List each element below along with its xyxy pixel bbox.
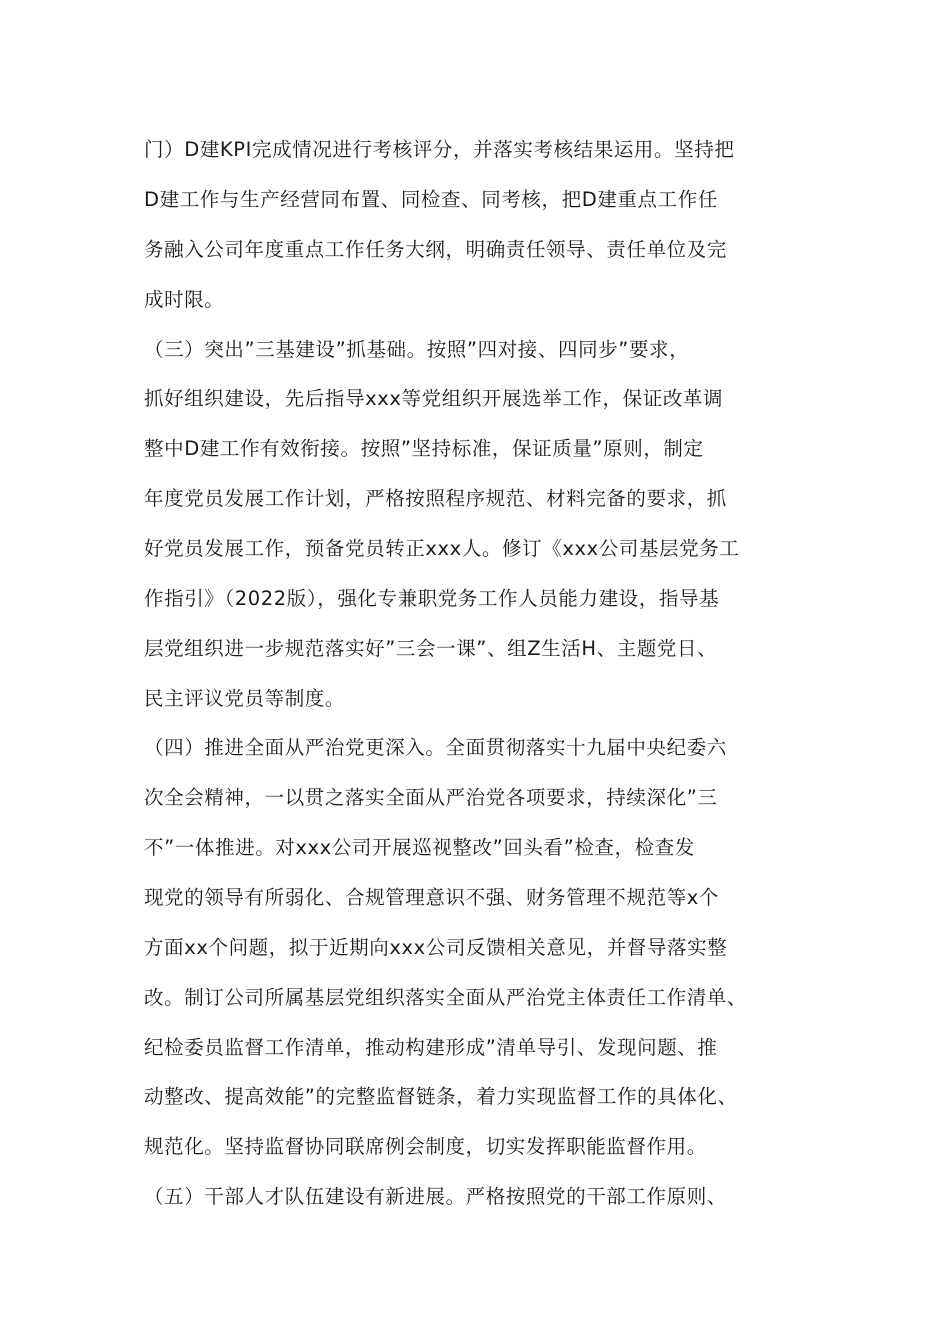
text-line: 层党组织进一步规范落实好”三会一课”、组Z生活H、主题党日、 <box>144 637 718 660</box>
text-line: 整中D建工作有效衔接。按照”坚持标准，保证质量”原则，制定 <box>144 437 704 460</box>
section-heading-line: （五）干部人才队伍建设有新进展。严格按照党的干部工作原则、 <box>144 1185 727 1208</box>
text-line: 动整改、提高效能”的完整监督链条，着力实现监督工作的具体化、 <box>144 1085 738 1108</box>
text-line: D建工作与生产经营同布置、同检查、同考核，把D建重点工作任 <box>144 188 718 211</box>
text-line: 民主评议党员等制度。 <box>144 687 346 710</box>
text-line: 门）D建KPI完成情况进行考核评分，并落实考核结果运用。坚持把 <box>144 138 735 161</box>
section-heading-line: （四）推进全面从严治党更深入。全面贯彻落实十九届中央纪委六 <box>144 736 727 759</box>
text-line: 规范化。坚持监督协同联席例会制度，切实发挥职能监督作用。 <box>144 1135 707 1158</box>
text-line: 好党员发展工作，预备党员转正xxx人。修订《xxx公司基层党务工 <box>144 537 740 560</box>
section-heading-line: （三）突出”三基建设”抓基础。按照”四对接、四同步”要求， <box>144 338 690 361</box>
text-line: 现党的领导有所弱化、合规管理意识不强、财务管理不规范等x个 <box>144 886 719 909</box>
text-line: 务融入公司年度重点工作任务大纲，明确责任领导、责任单位及完 <box>144 238 727 261</box>
text-line: 方面xx个问题，拟于近期向xxx公司反馈相关意见，并督导落实整 <box>144 936 728 959</box>
text-line: 纪检委员监督工作清单，推动构建形成”清单导引、发现问题、推 <box>144 1036 718 1059</box>
text-line: 作指引》（2022版），强化专兼职党务工作人员能力建设，指导基 <box>144 587 720 610</box>
text-line: 改。制订公司所属基层党组织落实全面从严治党主体责任工作清单、 <box>144 986 748 1009</box>
text-line: 不”一体推进。对xxx公司开展巡视整改”回头看”检查，检查发 <box>144 836 695 859</box>
text-line: 年度党员发展工作计划，严格按照程序规范、材料完备的要求，抓 <box>144 487 727 510</box>
text-line: 抓好组织建设，先后指导xxx等党组织开展选举工作，保证改革调 <box>144 387 724 410</box>
text-line: 成时限。 <box>144 288 225 311</box>
text-line: 次全会精神，一以贯之落实全面从严治党各项要求，持续深化”三 <box>144 786 718 809</box>
